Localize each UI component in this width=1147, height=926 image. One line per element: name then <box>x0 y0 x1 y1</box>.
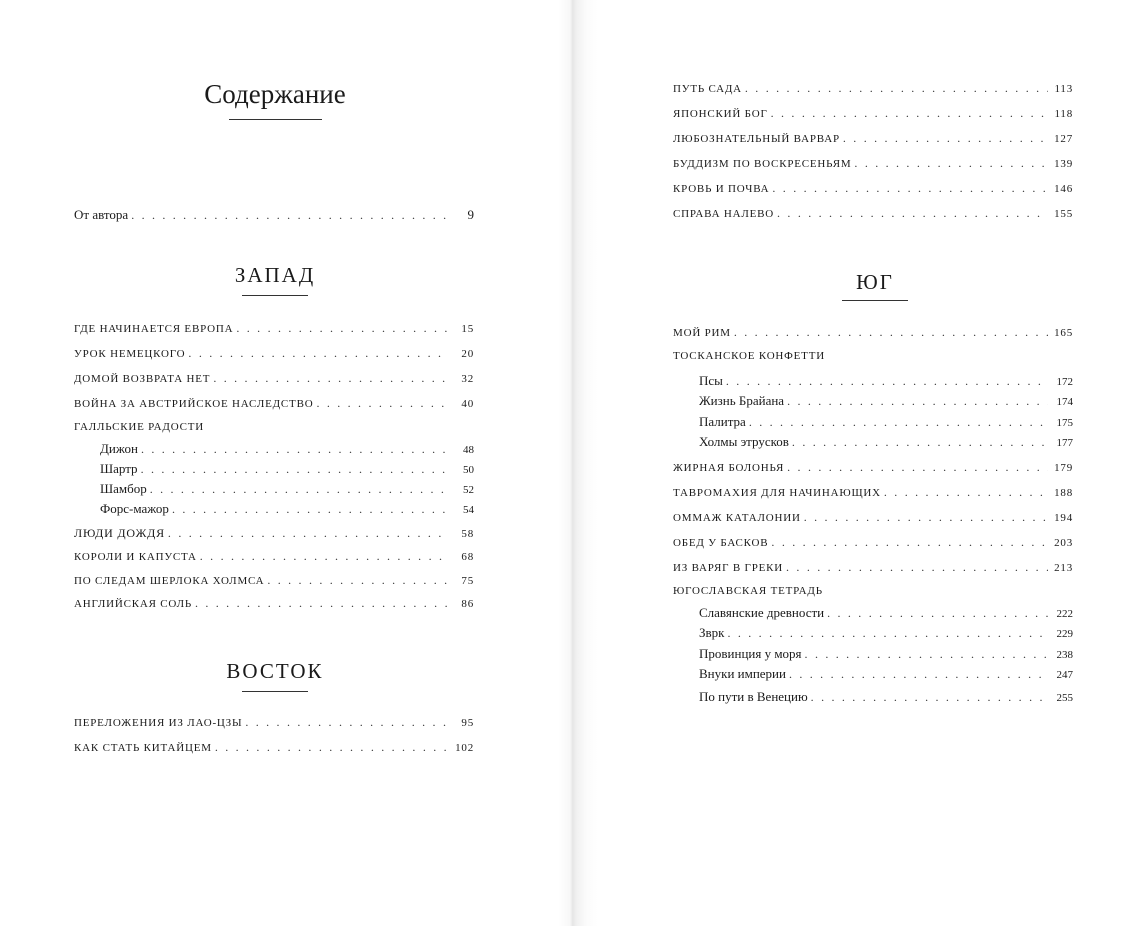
toc-entry[interactable] <box>74 397 474 410</box>
toc-entry[interactable] <box>673 461 1073 474</box>
toc-entry[interactable] <box>673 536 1073 549</box>
entry-label: Зврк <box>699 625 725 640</box>
entry-page: 188 <box>1054 487 1073 499</box>
entry-page: 172 <box>1056 376 1073 388</box>
entry-label: ЛЮДИ ДОЖДЯ <box>74 526 165 540</box>
dot-leader <box>787 395 1048 407</box>
dot-leader <box>200 550 449 562</box>
dot-leader <box>245 716 449 728</box>
toc-entry-preface[interactable] <box>74 208 474 221</box>
dot-leader <box>771 107 1048 119</box>
entry-page: 255 <box>1056 692 1073 704</box>
toc-subentry[interactable] <box>699 606 1073 620</box>
entry-page: 86 <box>461 598 474 610</box>
entry-label: КРОВЬ И ПОЧВА <box>673 183 770 195</box>
toc-entry[interactable] <box>673 132 1073 145</box>
toc-entry[interactable] <box>74 347 474 360</box>
entry-page: 68 <box>461 551 474 563</box>
entry-label: Провинция у моря <box>699 646 802 661</box>
entry-page: 203 <box>1054 537 1073 549</box>
dot-leader <box>854 157 1048 169</box>
dot-leader <box>771 536 1048 548</box>
toc-entry[interactable] <box>673 207 1073 220</box>
toc-subentry[interactable] <box>100 502 474 516</box>
toc-entry[interactable] <box>74 597 474 610</box>
entry-page: 179 <box>1054 462 1073 474</box>
entry-label: КАК СТАТЬ КИТАЙЦЕМ <box>74 742 212 754</box>
dot-leader <box>316 397 449 409</box>
dot-leader <box>267 574 449 586</box>
entry-page: 95 <box>461 717 474 729</box>
toc-entry[interactable] <box>74 527 474 540</box>
dot-leader <box>777 207 1048 219</box>
entry-label: ПУТЬ САДА <box>673 83 742 95</box>
entry-page: 229 <box>1056 628 1073 640</box>
entry-page: 174 <box>1056 396 1073 408</box>
entry-page: 54 <box>463 504 474 516</box>
entry-page: 146 <box>1054 183 1073 195</box>
entry-page: 177 <box>1056 437 1073 449</box>
entry-page: 20 <box>461 348 474 360</box>
entry-label: По пути в Венецию <box>699 689 808 704</box>
dot-leader <box>805 648 1048 660</box>
dot-leader <box>150 483 449 495</box>
entry-label: Славянские древности <box>699 605 825 620</box>
dot-leader <box>131 209 449 221</box>
dot-leader <box>811 691 1048 703</box>
entry-page: 48 <box>463 444 474 456</box>
toc-entry[interactable] <box>74 322 474 335</box>
entry-label: Внуки империи <box>699 666 786 681</box>
entry-label: Шамбор <box>100 481 147 496</box>
dot-leader <box>789 668 1048 680</box>
entry-page: 52 <box>463 484 474 496</box>
dot-leader <box>726 375 1048 387</box>
dot-leader <box>195 597 449 609</box>
entry-page: 40 <box>461 398 474 410</box>
dot-leader <box>804 511 1048 523</box>
toc-subentry[interactable] <box>699 667 1073 681</box>
entry-label: ЛЮБОЗНАТЕЛЬНЫЙ ВАРВАР <box>673 133 840 145</box>
toc-entry[interactable] <box>673 82 1073 95</box>
entry-label: ЖИРНАЯ БОЛОНЬЯ <box>673 462 785 474</box>
entry-label: МОЙ РИМ <box>673 327 731 339</box>
entry-label: СПРАВА НАЛЕВО <box>673 208 775 220</box>
entry-page: 139 <box>1054 158 1073 170</box>
entry-label: КОРОЛИ И КАПУСТА <box>74 551 197 563</box>
toc-subentry[interactable] <box>100 442 474 456</box>
dot-leader <box>787 461 1048 473</box>
entry-label: Дижон <box>100 441 138 456</box>
dot-leader <box>213 372 449 384</box>
entry-page: 194 <box>1054 512 1073 524</box>
toc-entry[interactable] <box>673 107 1073 120</box>
toc-subentry[interactable] <box>699 690 1073 704</box>
entry-page: 58 <box>461 528 474 540</box>
dot-leader <box>884 486 1048 498</box>
section-rule <box>842 300 908 301</box>
title-rule <box>229 119 322 120</box>
left-page <box>0 0 573 926</box>
entry-page: 175 <box>1056 417 1073 429</box>
dot-leader <box>172 503 449 515</box>
entry-page: 165 <box>1054 327 1073 339</box>
entry-label: Шартр <box>100 461 138 476</box>
entry-label: Палитра <box>699 414 746 429</box>
entry-label: ОБЕД У БАСКОВ <box>673 537 769 549</box>
toc-subentry[interactable] <box>699 374 1073 388</box>
entry-page: 32 <box>461 373 474 385</box>
entry-page: 118 <box>1054 108 1073 120</box>
toc-title: Содержание <box>204 79 346 109</box>
toc-subentry[interactable] <box>699 394 1073 408</box>
entry-page: 222 <box>1056 608 1073 620</box>
dot-leader <box>236 322 449 334</box>
entry-label: УРОК НЕМЕЦКОГО <box>74 348 186 360</box>
entry-label: ЯПОНСКИЙ БОГ <box>673 108 768 120</box>
toc-subentry[interactable] <box>100 462 474 476</box>
dot-leader <box>188 347 449 359</box>
dot-leader <box>727 627 1048 639</box>
toc-entry[interactable] <box>74 741 474 754</box>
toc-subentry[interactable] <box>699 415 1073 429</box>
dot-leader <box>772 182 1048 194</box>
dot-leader <box>786 561 1048 573</box>
toc-group-heading[interactable]: ЮГОСЛАВСКАЯ ТЕТРАДЬ <box>673 585 823 597</box>
entry-page: 247 <box>1056 669 1073 681</box>
entry-page: 213 <box>1054 562 1073 574</box>
toc-entry[interactable] <box>74 574 474 587</box>
entry-page: 238 <box>1056 649 1073 661</box>
entry-label: ДОМОЙ ВОЗВРАТА НЕТ <box>74 373 211 385</box>
toc-group-heading[interactable]: ТОСКАНСКОЕ КОНФЕТТИ <box>673 350 825 362</box>
section-heading-south: ЮГ <box>856 270 894 294</box>
dot-leader <box>168 527 449 539</box>
entry-label: ВОЙНА ЗА АВСТРИЙСКОЕ НАСЛЕДСТВО <box>74 398 314 410</box>
section-heading-east: ВОСТОК <box>226 659 324 683</box>
entry-page: 15 <box>461 323 474 335</box>
dot-leader <box>792 436 1048 448</box>
toc-entry[interactable] <box>673 182 1073 195</box>
dot-leader <box>141 443 449 455</box>
entry-label: Холмы этрусков <box>699 434 789 449</box>
entry-label: От автора <box>74 207 129 222</box>
dot-leader <box>215 741 449 753</box>
entry-label: ТАВРОМАХИЯ ДЛЯ НАЧИНАЮЩИХ <box>673 487 881 499</box>
toc-subentry[interactable] <box>699 626 1073 640</box>
section-rule <box>242 691 308 692</box>
toc-entry[interactable] <box>673 157 1073 170</box>
dot-leader <box>843 132 1048 144</box>
entry-page: 113 <box>1054 83 1073 95</box>
toc-entry[interactable] <box>673 511 1073 524</box>
entry-page: 50 <box>463 464 474 476</box>
entry-label: АНГЛИЙСКАЯ СОЛЬ <box>74 598 192 610</box>
dot-leader <box>141 463 449 475</box>
toc-subentry[interactable] <box>699 647 1073 661</box>
section-heading-west: ЗАПАД <box>234 263 316 287</box>
toc-entry[interactable] <box>74 550 474 563</box>
toc-subentry[interactable] <box>699 435 1073 449</box>
right-page <box>573 0 1147 926</box>
toc-subentry[interactable] <box>100 482 474 496</box>
toc-entry[interactable] <box>74 372 474 385</box>
entry-label: ИЗ ВАРЯГ В ГРЕКИ <box>673 562 784 574</box>
entry-page: 9 <box>467 207 474 222</box>
entry-page: 127 <box>1054 133 1073 145</box>
dot-leader <box>749 416 1048 428</box>
toc-entry[interactable] <box>74 716 474 729</box>
dot-leader <box>734 326 1048 338</box>
dot-leader <box>745 82 1048 94</box>
entry-label: БУДДИЗМ ПО ВОСКРЕСЕНЬЯМ <box>673 158 852 170</box>
toc-entry[interactable] <box>673 561 1073 574</box>
entry-label: ГДЕ НАЧИНАЕТСЯ ЕВРОПА <box>74 323 234 335</box>
toc-group-heading[interactable]: ГАЛЛЬСКИЕ РАДОСТИ <box>74 421 204 433</box>
entry-page: 102 <box>455 742 474 754</box>
entry-label: ПЕРЕЛОЖЕНИЯ ИЗ ЛАО-ЦЗЫ <box>74 717 243 729</box>
entry-label: Форс-мажор <box>100 501 169 516</box>
entry-label: Жизнь Брайана <box>699 393 785 408</box>
toc-entry[interactable] <box>673 486 1073 499</box>
toc-entry[interactable] <box>673 326 1073 339</box>
dot-leader <box>827 607 1048 619</box>
section-rule <box>242 295 308 296</box>
entry-page: 155 <box>1054 208 1073 220</box>
entry-label: ОММАЖ КАТАЛОНИИ <box>673 512 801 524</box>
entry-label: ПО СЛЕДАМ ШЕРЛОКА ХОЛМСА <box>74 575 265 587</box>
entry-label: Псы <box>699 373 723 388</box>
entry-page: 75 <box>461 575 474 587</box>
